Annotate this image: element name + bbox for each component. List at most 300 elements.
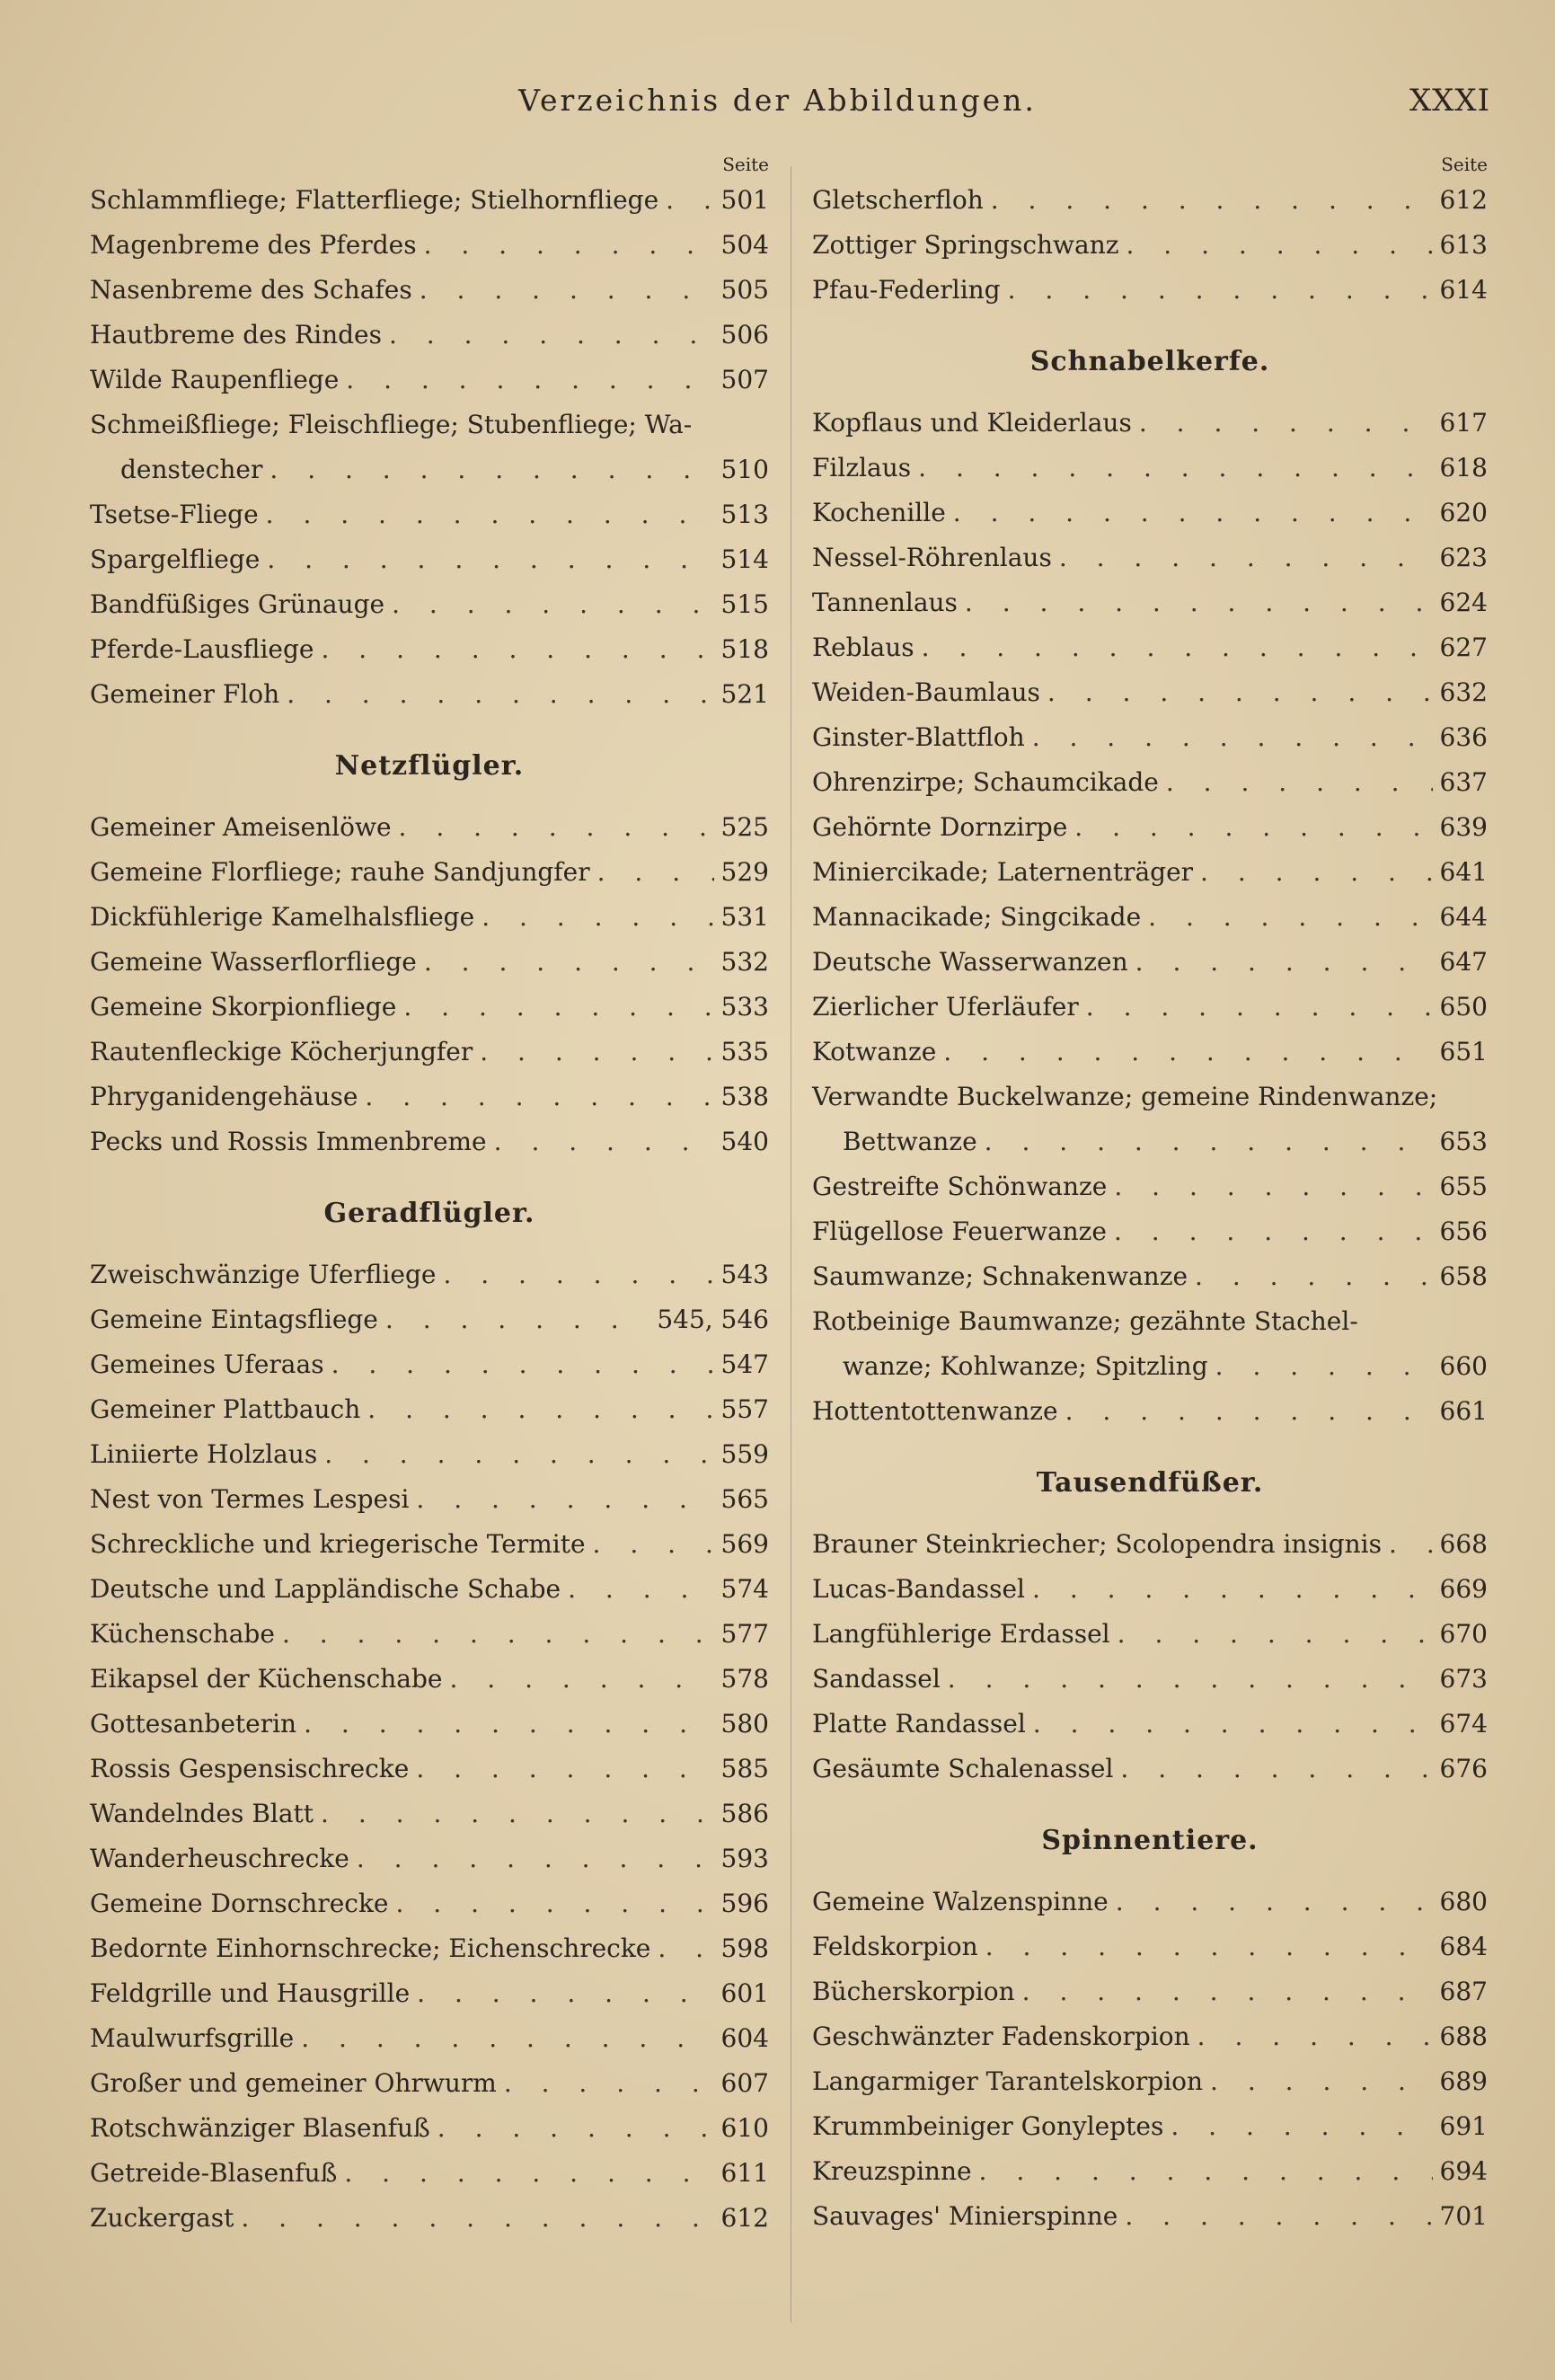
- entry-page-number: 661: [1439, 1396, 1488, 1426]
- entry-label: Gletscherfloh: [812, 185, 984, 215]
- entry-page-number: 669: [1439, 1574, 1488, 1604]
- entry-page-number: 545, 546: [657, 1305, 769, 1334]
- entry-label: Hautbreme des Rindes: [90, 320, 382, 349]
- dot-leader: [437, 2106, 714, 2151]
- left-top-entries: [90, 178, 769, 717]
- index-entry: [90, 1432, 769, 1477]
- entry-page-number: 650: [1439, 992, 1488, 1022]
- entry-label: Schlammfliege; Flatterfliege; Stielhornfliege: [90, 185, 659, 215]
- index-entry: [812, 1299, 1488, 1344]
- dot-leader: [385, 1297, 649, 1342]
- entry-page-number: 525: [720, 812, 769, 842]
- dot-leader: [1148, 895, 1432, 940]
- entry-page-number: 617: [1439, 408, 1488, 438]
- entry-page-number: 578: [720, 1664, 769, 1694]
- index-entry: [812, 1657, 1488, 1702]
- index-entry: [812, 1030, 1488, 1075]
- index-entry: [812, 1747, 1488, 1792]
- index-entry: [90, 985, 769, 1030]
- entry-page-number: 687: [1439, 1977, 1488, 2006]
- right-top-entries: [812, 178, 1488, 313]
- index-entry: [812, 535, 1488, 580]
- entry-label: Pecks und Rossis Immenbreme: [90, 1127, 487, 1156]
- entry-label: Zottiger Springschwanz: [812, 230, 1119, 260]
- entry-label: Feldskorpion: [812, 1932, 978, 1961]
- entry-label: Zuckergast: [90, 2203, 234, 2233]
- entry-label: wanze; Kohlwanze; Spitzling: [843, 1351, 1208, 1381]
- index-entry: [90, 1612, 769, 1657]
- entry-page-number: 529: [720, 857, 769, 887]
- index-entry: [90, 178, 769, 223]
- entry-page-number: 618: [1439, 453, 1488, 482]
- entry-page-number: 501: [720, 185, 769, 215]
- index-entry: [90, 1075, 769, 1119]
- entry-label: Pferde-Lausfliege: [90, 634, 314, 664]
- entry-page-number: 513: [720, 500, 769, 529]
- dot-leader: [1114, 1209, 1433, 1254]
- entry-label: Nest von Termes Lespesi: [90, 1484, 410, 1514]
- dot-leader: [1074, 805, 1432, 850]
- index-entry: [812, 2014, 1488, 2059]
- dot-leader: [424, 940, 714, 985]
- entry-label: Eikapsel der Küchenschabe: [90, 1664, 443, 1694]
- entry-label: Sandassel: [812, 1664, 941, 1694]
- dot-leader: [1032, 715, 1433, 760]
- entry-page-number: 559: [720, 1439, 769, 1469]
- entry-label: Rotbeinige Baumwanze; gezähnte Stachel-: [812, 1306, 1358, 1336]
- entry-page-number: 596: [720, 1889, 769, 1918]
- entry-page-number: 574: [720, 1574, 769, 1604]
- index-entry: [812, 1522, 1488, 1567]
- entry-label: Brauner Steinkriecher; Scolopendra insignis: [812, 1529, 1383, 1559]
- entry-label: Gemeine Wasserflorfliege: [90, 947, 417, 977]
- entry-label: Ohrenzirpe; Schaumcikade: [812, 767, 1159, 797]
- index-entry: [90, 1297, 769, 1342]
- index-entry: [812, 625, 1488, 670]
- dot-leader: [331, 1342, 714, 1387]
- dot-leader: [504, 2061, 714, 2106]
- index-entry: [812, 2104, 1488, 2149]
- entry-page-number: 644: [1439, 902, 1488, 932]
- entry-page-number: 514: [720, 544, 769, 574]
- entry-label: Phryganidengehäuse: [90, 1082, 358, 1111]
- entry-page-number: 612: [720, 2203, 769, 2233]
- index-entry: [90, 1522, 769, 1567]
- index-entry: [90, 313, 769, 358]
- entry-page-number: 533: [720, 992, 769, 1022]
- index-entry: [90, 268, 769, 313]
- dot-leader: [417, 1971, 713, 2016]
- entry-label: Krummbeiniger Gonyleptes: [812, 2111, 1164, 2141]
- entry-label: Magenbreme des Pferdes: [90, 230, 417, 260]
- netzfluegler-entries: [90, 805, 769, 1164]
- index-entry: [812, 2149, 1488, 2194]
- entry-label: Gemeine Dornschrecke: [90, 1889, 389, 1918]
- dot-leader: [322, 627, 714, 672]
- entry-label: Gehörnte Dornzirpe: [812, 812, 1068, 842]
- entry-page-number: 637: [1439, 767, 1488, 797]
- entry-page-number: 612: [1439, 185, 1488, 215]
- index-entry: [90, 1030, 769, 1075]
- dot-leader: [1047, 670, 1433, 715]
- entry-page-number: 504: [720, 230, 769, 260]
- entry-page-number: 627: [1439, 633, 1488, 662]
- entry-page-number: 506: [720, 320, 769, 349]
- entry-label: Ginster-Blattfloh: [812, 722, 1025, 752]
- index-entry: [812, 715, 1488, 760]
- index-entry: [90, 2106, 769, 2151]
- dot-leader: [1135, 940, 1433, 985]
- entry-label: denstecher: [120, 455, 263, 484]
- dot-leader: [991, 178, 1433, 223]
- index-entry: [812, 1969, 1488, 2014]
- dot-leader: [269, 447, 713, 492]
- index-entry: [90, 1702, 769, 1747]
- entry-page-number: 658: [1439, 1261, 1488, 1291]
- dot-leader: [1120, 1747, 1432, 1792]
- entry-label: Gemeiner Plattbauch: [90, 1394, 361, 1424]
- entry-page-number: 593: [720, 1844, 769, 1873]
- index-entry: [90, 895, 769, 940]
- dot-leader: [241, 2196, 713, 2241]
- dot-leader: [666, 178, 713, 223]
- dot-leader: [367, 1387, 713, 1432]
- entry-label: Gestreifte Schönwanze: [812, 1172, 1108, 1201]
- entry-label: Kochenille: [812, 498, 946, 527]
- entry-page-number: 532: [720, 947, 769, 977]
- dot-leader: [953, 491, 1433, 535]
- dot-leader: [1215, 1344, 1433, 1389]
- entry-label: Weiden-Baumlaus: [812, 677, 1040, 707]
- entry-page-number: 632: [1439, 677, 1488, 707]
- section-heading-geradfluegler: Geradflügler.: [323, 1198, 535, 1229]
- index-entry: [90, 2196, 769, 2241]
- dot-leader: [1200, 850, 1433, 895]
- index-entry: [812, 223, 1488, 268]
- index-entry: [812, 940, 1488, 985]
- dot-leader: [287, 672, 713, 717]
- entry-page-number: 585: [720, 1754, 769, 1783]
- dot-leader: [416, 1477, 713, 1522]
- dot-leader: [403, 985, 713, 1030]
- entry-label: Maulwurfsgrille: [90, 2023, 295, 2053]
- entry-page-number: 540: [720, 1127, 769, 1156]
- section-heading-spinnentiere: Spinnentiere.: [1041, 1825, 1259, 1856]
- index-entry: [90, 1119, 769, 1164]
- dot-leader: [1086, 985, 1433, 1030]
- index-entry: [90, 850, 769, 895]
- dot-leader: [396, 1881, 714, 1926]
- entry-page-number: 547: [720, 1349, 769, 1379]
- entry-label: Rossis Gespensischrecke: [90, 1754, 410, 1783]
- entry-label: Mannacikade; Singcikade: [812, 902, 1142, 932]
- entry-page-number: 639: [1439, 812, 1488, 842]
- index-entry: [812, 580, 1488, 625]
- entry-label: Liniierte Holzlaus: [90, 1439, 318, 1469]
- section-heading-schnabelkerfe: Schnabelkerfe.: [1029, 346, 1270, 377]
- left-column: [90, 151, 769, 2241]
- index-entry: [90, 1252, 769, 1297]
- dot-leader: [416, 1747, 713, 1792]
- entry-label: Rotschwänziger Blasenfuß: [90, 2113, 430, 2143]
- geradfluegler-entries: [90, 1252, 769, 2241]
- entry-page-number: 691: [1439, 2111, 1488, 2141]
- index-entry: [90, 805, 769, 850]
- entry-label: Reblaus: [812, 633, 914, 662]
- dot-leader: [658, 1926, 713, 1971]
- entry-label: Feldgrille und Hausgrille: [90, 1978, 411, 2008]
- entry-label: Zweischwänzige Uferfliege: [90, 1260, 437, 1289]
- entry-label: Kotwanze: [812, 1037, 937, 1066]
- entry-page-number: 515: [720, 589, 769, 619]
- index-entry: [90, 403, 769, 447]
- index-entry: [90, 582, 769, 627]
- entry-label: Deutsche und Lappländische Schabe: [90, 1574, 561, 1604]
- entry-page-number: 689: [1439, 2066, 1488, 2096]
- entry-label: Zierlicher Uferläufer: [812, 992, 1079, 1022]
- entry-label: Sauvages' Minierspinne: [812, 2201, 1118, 2231]
- entry-page-number: 653: [1439, 1127, 1488, 1156]
- dot-leader: [443, 1252, 713, 1297]
- index-entry: [812, 1164, 1488, 1209]
- dot-leader: [1116, 1880, 1433, 1924]
- entry-label: Gottesanbeterin: [90, 1709, 297, 1739]
- dot-leader: [1210, 2059, 1433, 2104]
- dot-leader: [593, 1522, 714, 1567]
- dot-leader: [301, 2016, 713, 2061]
- entry-page-number: 569: [720, 1529, 769, 1559]
- dot-leader: [1032, 1567, 1433, 1612]
- dot-leader: [965, 580, 1433, 625]
- entry-label: Flügellose Feuerwanze: [812, 1217, 1107, 1246]
- dot-leader: [420, 268, 714, 313]
- entry-page-number: 604: [720, 2023, 769, 2053]
- dot-leader: [922, 625, 1433, 670]
- index-entry: [812, 760, 1488, 805]
- index-entry: [812, 446, 1488, 491]
- index-entry: [90, 2016, 769, 2061]
- index-entry: [812, 850, 1488, 895]
- spinnentiere-entries: [812, 1880, 1488, 2239]
- entry-page-number: 535: [720, 1037, 769, 1066]
- entry-page-number: 531: [720, 902, 769, 932]
- index-entry: [90, 358, 769, 403]
- dot-leader: [1139, 401, 1433, 446]
- entry-label: Bedornte Einhornschrecke; Eichenschrecke: [90, 1933, 651, 1963]
- index-entry: [812, 1254, 1488, 1299]
- index-entry: [90, 1881, 769, 1926]
- entry-page-number: 684: [1439, 1932, 1488, 1961]
- index-entry: [812, 805, 1488, 850]
- entry-page-number: 538: [720, 1082, 769, 1111]
- entry-label: Saumwanze; Schnakenwanze: [812, 1261, 1188, 1291]
- entry-page-number: 598: [720, 1933, 769, 1963]
- entry-page-number: 610: [720, 2113, 769, 2143]
- index-entry: [812, 1389, 1488, 1434]
- entry-page-number: 521: [720, 679, 769, 709]
- dot-leader: [480, 1030, 713, 1075]
- dot-leader: [282, 1612, 714, 1657]
- dot-leader: [449, 1657, 713, 1702]
- entry-page-number: 647: [1439, 947, 1488, 977]
- entry-label: Bandfüßiges Grünauge: [90, 589, 385, 619]
- index-entry: [90, 1657, 769, 1702]
- index-entry: [812, 401, 1488, 446]
- index-entry: [90, 2061, 769, 2106]
- entry-page-number: 636: [1439, 722, 1488, 752]
- page-number: XXXI: [1409, 83, 1490, 119]
- index-entry: [812, 491, 1488, 535]
- entry-label: Tsetse-Fliege: [90, 500, 259, 529]
- dot-leader: [482, 895, 713, 940]
- dot-leader: [1022, 1969, 1433, 2014]
- entry-page-number: 557: [720, 1394, 769, 1424]
- entry-label: Lucas-Bandassel: [812, 1574, 1026, 1604]
- entry-page-number: 580: [720, 1709, 769, 1739]
- seite-label-right: Seite: [1441, 154, 1488, 175]
- entry-label: Schreckliche und kriegerische Termite: [90, 1529, 586, 1559]
- entry-page-number: 565: [720, 1484, 769, 1514]
- entry-label: Pfau-Federling: [812, 275, 1001, 305]
- index-entry: [812, 1880, 1488, 1924]
- index-entry: [90, 537, 769, 582]
- dot-leader: [1118, 1612, 1433, 1657]
- dot-leader: [346, 358, 713, 403]
- dot-leader: [321, 1792, 714, 1836]
- dot-leader: [392, 582, 713, 627]
- tausendfuesser-entries: [812, 1522, 1488, 1792]
- index-entry: [90, 2151, 769, 2196]
- dot-leader: [424, 223, 714, 268]
- entry-label: Bücherskorpion: [812, 1977, 1015, 2006]
- entry-page-number: 674: [1439, 1709, 1488, 1739]
- index-entry: [90, 1836, 769, 1881]
- dot-leader: [1008, 268, 1433, 313]
- schnabelkerfe-entries: [812, 401, 1488, 1434]
- entry-label: Gemeine Walzenspinne: [812, 1887, 1109, 1916]
- index-entry: [90, 1747, 769, 1792]
- section-heading-tausendfuesser: Tausendfüßer.: [1036, 1467, 1264, 1499]
- dot-leader: [979, 2149, 1433, 2194]
- index-entry: [812, 985, 1488, 1030]
- entry-page-number: 586: [720, 1799, 769, 1828]
- entry-page-number: 651: [1439, 1037, 1488, 1066]
- dot-leader: [1033, 1702, 1433, 1747]
- dot-leader: [985, 1924, 1433, 1969]
- entry-label: Wilde Raupenfliege: [90, 365, 340, 394]
- index-entry: [812, 1612, 1488, 1657]
- entry-page-number: 623: [1439, 543, 1488, 572]
- entry-page-number: 668: [1439, 1529, 1488, 1559]
- entry-page-number: 641: [1439, 857, 1488, 887]
- dot-leader: [943, 1030, 1432, 1075]
- dot-leader: [1114, 1164, 1432, 1209]
- entry-label: Küchenschabe: [90, 1619, 275, 1649]
- section-heading-netzfluegler: Netzflügler.: [334, 750, 525, 782]
- entry-page-number: 656: [1439, 1217, 1488, 1246]
- index-entry: [812, 1567, 1488, 1612]
- index-entry: [812, 895, 1488, 940]
- right-column: [812, 151, 1488, 2239]
- dot-leader: [1197, 2014, 1433, 2059]
- index-entry: [90, 223, 769, 268]
- entry-label: Kopflaus und Kleiderlaus: [812, 408, 1132, 438]
- index-entry: [90, 627, 769, 672]
- entry-label: Wandelndes Blatt: [90, 1799, 314, 1828]
- entry-page-number: 510: [720, 455, 769, 484]
- index-entry: [90, 672, 769, 717]
- entry-label: Hottentottenwanze: [812, 1396, 1058, 1426]
- entry-page-number: 624: [1439, 588, 1488, 617]
- dot-leader: [267, 537, 713, 582]
- index-entry: [812, 670, 1488, 715]
- index-entry: [90, 940, 769, 985]
- entry-page-number: 680: [1439, 1887, 1488, 1916]
- entry-label: Langfühlerige Erdassel: [812, 1619, 1110, 1649]
- dot-leader: [344, 2151, 713, 2196]
- entry-page-number: 507: [720, 365, 769, 394]
- index-entry: [90, 1926, 769, 1971]
- dot-leader: [365, 1075, 713, 1119]
- entry-page-number: 660: [1439, 1351, 1488, 1381]
- entry-label: Miniercikade; Laternenträger: [812, 857, 1194, 887]
- entry-page-number: 543: [720, 1260, 769, 1289]
- dot-leader: [389, 313, 714, 358]
- index-entry: [90, 1342, 769, 1387]
- entry-label: Filzlaus: [812, 453, 912, 482]
- entry-page-number: 607: [720, 2068, 769, 2098]
- dot-leader: [1171, 2104, 1432, 2149]
- entry-page-number: 613: [1439, 230, 1488, 260]
- entry-page-number: 601: [720, 1978, 769, 2008]
- entry-label: Verwandte Buckelwanze; gemeine Rindenwanze;: [812, 1082, 1438, 1111]
- dot-leader: [948, 1657, 1433, 1702]
- entry-page-number: 701: [1439, 2201, 1488, 2231]
- entry-label: Nasenbreme des Schafes: [90, 275, 412, 305]
- entry-page-number: 620: [1439, 498, 1488, 527]
- index-entry: [90, 1567, 769, 1612]
- dot-leader: [1166, 760, 1433, 805]
- seite-label: Seite: [722, 154, 769, 175]
- dot-leader: [1065, 1389, 1433, 1434]
- dot-leader: [304, 1702, 713, 1747]
- entry-label: Spargelfliege: [90, 544, 261, 574]
- index-entry: [812, 1119, 1488, 1164]
- entry-label: Gemeiner Ameisenlöwe: [90, 812, 392, 842]
- entry-page-number: 673: [1439, 1664, 1488, 1694]
- index-entry: [812, 2059, 1488, 2104]
- dot-leader: [1126, 223, 1432, 268]
- index-entry: [90, 1387, 769, 1432]
- index-entry: [812, 1702, 1488, 1747]
- entry-label: Langarmiger Tarantelskorpion: [812, 2066, 1204, 2096]
- index-entry: [90, 492, 769, 537]
- entry-label: Gemeiner Floh: [90, 679, 280, 709]
- entry-page-number: 518: [720, 634, 769, 664]
- dot-leader: [918, 446, 1432, 491]
- entry-label: Schmeißfliege; Fleischfliege; Stubenfliege; Wa-: [90, 410, 693, 439]
- entry-label: Dickfühlerige Kamelhalsfliege: [90, 902, 475, 932]
- running-header: [0, 83, 1555, 128]
- dot-leader: [266, 492, 714, 537]
- entry-label: Geschwänzter Fadenskorpion: [812, 2022, 1190, 2051]
- entry-label: Gemeine Skorpionfliege: [90, 992, 397, 1022]
- dot-leader: [597, 850, 714, 895]
- index-entry: [90, 1792, 769, 1836]
- index-entry: [812, 2194, 1488, 2239]
- dot-leader: [985, 1119, 1433, 1164]
- entry-label: Bettwanze: [843, 1127, 977, 1156]
